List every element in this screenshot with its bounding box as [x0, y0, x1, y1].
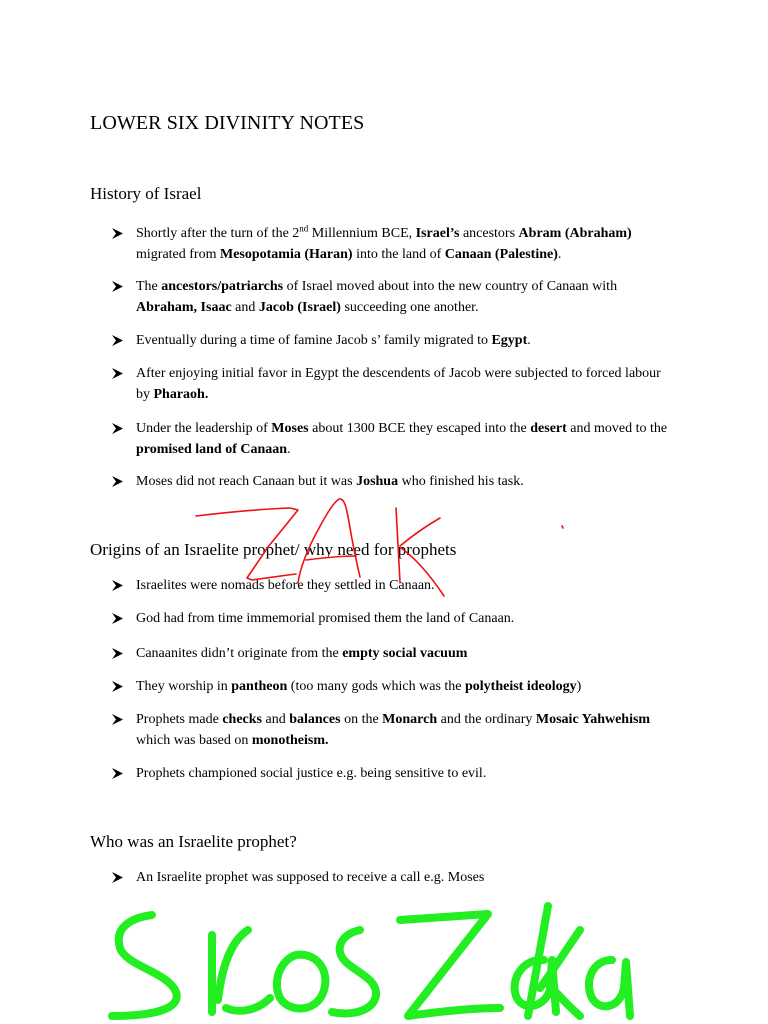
list-item-text: They worship in pantheon (too many gods which was the polytheist ideology)	[136, 679, 582, 694]
arrowhead-bullet-icon	[110, 709, 124, 730]
list-item-text: Prophets made checks and balances on the Monarch and the ordinary Mosaic Yahwehism which was based on monotheism.	[136, 712, 651, 748]
arrowhead-bullet-icon	[110, 471, 124, 492]
list-item-text: An Israelite prophet was supposed to receive a call e.g. Moses	[136, 870, 485, 885]
list-item-text: Israelites were nomads before they settled in Canaan.	[136, 578, 435, 593]
list-item	[110, 418, 670, 460]
list-item	[110, 330, 670, 351]
list-item	[110, 276, 670, 318]
list-item	[110, 471, 670, 492]
list-item	[110, 363, 670, 405]
list-item-text: The ancestors/patriarchs of Israel moved about into the new country of Canaan with Abraham, Isaac and Jacob (Israel) succeeding one another.	[136, 279, 618, 315]
arrowhead-bullet-icon	[110, 276, 124, 297]
arrowhead-bullet-icon	[110, 676, 124, 697]
arrowhead-bullet-icon	[110, 575, 124, 596]
arrowhead-bullet-icon	[110, 330, 124, 351]
list-item-text: Prophets championed social justice e.g. being sensitive to evil.	[136, 766, 487, 781]
list-item	[110, 223, 670, 265]
list-item-text: Eventually during a time of famine Jacob s’ family migrated to Egypt.	[136, 333, 531, 348]
arrowhead-bullet-icon	[110, 867, 124, 888]
section-heading-who: Who was an Israelite prophet?	[90, 832, 297, 851]
arrowhead-bullet-icon	[110, 643, 124, 664]
section-heading-history: History of Israel	[90, 184, 202, 203]
list-item	[110, 763, 670, 784]
document-title: LOWER SIX DIVINITY NOTES	[90, 112, 365, 134]
list-item-text: Shortly after the turn of the 2nd Millennium BCE, Israel’s ancestors Abram (Abraham) migrated from Mesopotamia (Haran) into the land of Canaan (Palestine).	[136, 223, 632, 262]
list-item	[110, 575, 670, 596]
arrowhead-bullet-icon	[110, 608, 124, 629]
green-scribble-strokes	[112, 906, 630, 1016]
list-item	[110, 867, 670, 888]
arrowhead-bullet-icon	[110, 223, 124, 244]
list-item-text: God had from time immemorial promised them the land of Canaan.	[136, 611, 515, 626]
list-item	[110, 676, 670, 697]
list-item	[110, 608, 670, 629]
list-item-text: Moses did not reach Canaan but it was Joshua who finished his task.	[136, 474, 524, 489]
list-item-text: Canaanites didn’t originate from the empty social vacuum	[136, 646, 468, 661]
section-heading-origins: Origins of an Israelite prophet/ why need for prophets	[90, 540, 457, 559]
list-item-text: Under the leadership of Moses about 1300 BCE they escaped into the desert and moved to the promised land of Canaan.	[136, 421, 668, 457]
arrowhead-bullet-icon	[110, 418, 124, 439]
arrowhead-bullet-icon	[110, 763, 124, 784]
arrowhead-bullet-icon	[110, 363, 124, 384]
list-item-text: After enjoying initial favor in Egypt the descendents of Jacob were subjected to forced labour by Pharaoh.	[136, 366, 661, 402]
list-item	[110, 643, 670, 664]
list-item	[110, 709, 670, 751]
